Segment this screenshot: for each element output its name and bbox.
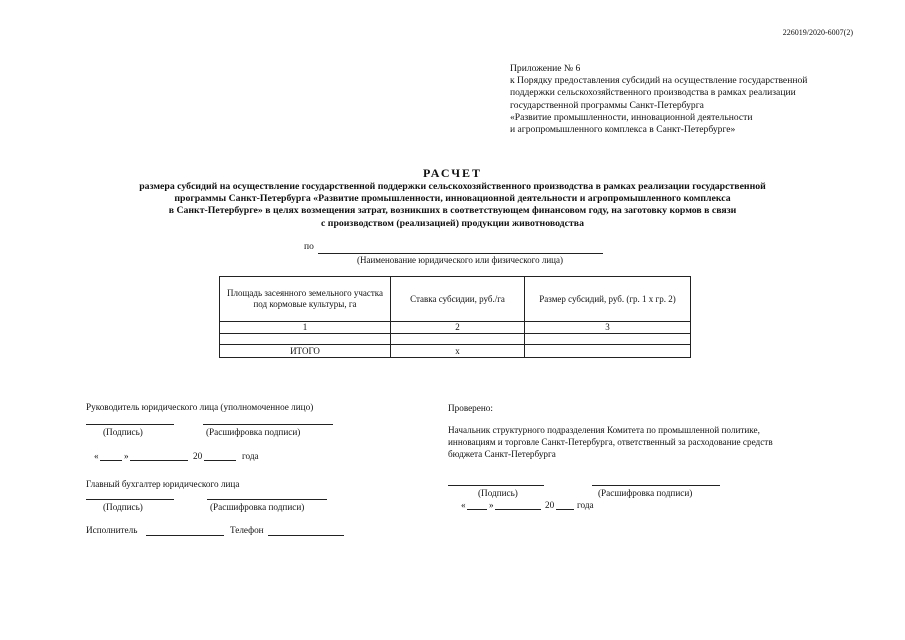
date-day-field[interactable] [467,509,487,510]
date-month-field[interactable] [495,509,541,510]
table-cell[interactable] [525,334,691,345]
subtitle-line: с производством (реализацией) продукции животноводства [321,217,584,229]
table-cell[interactable] [220,334,391,345]
signature-line[interactable] [86,424,174,425]
table-row [220,334,691,345]
table-cell[interactable] [391,334,525,345]
year-prefix: 20 [193,451,203,461]
phone-label: Телефон [230,525,264,535]
accountant-label: Главный бухгалтер юридического лица [86,479,240,489]
column-number: 3 [525,322,691,334]
date-close-quote: » [489,500,494,510]
decoding-caption: (Расшифровка подписи) [206,427,301,437]
header-rate: Ставка субсидии, руб./га [391,277,525,322]
date-month-field[interactable] [130,460,188,461]
date-close-quote: » [124,451,129,461]
signature-caption: (Подпись) [478,488,518,498]
chief-line: инновациям и торговле Санкт-Петербурга, ответственный за расходование средств [448,437,773,447]
appendix-line: поддержки сельскохозяйственного производства в рамках реализации [510,87,796,99]
calculation-table [219,276,691,358]
date-open-quote: « [94,451,99,461]
signature-caption: (Подпись) [103,427,143,437]
year-suffix: года [577,500,594,510]
subtitle-line: в Санкт-Петербурге» в целях возмещения затрат, возникших в соответствующем финансовом году, на заготовку кормов в связи [168,205,737,217]
chief-line: бюджета Санкт-Петербурга [448,449,556,459]
appendix-line: «Развитие промышленности, инновационной деятельности [510,111,753,123]
appendix-title: Приложение № 6 [510,63,581,74]
po-label: по [304,242,314,252]
appendix-line: государственной программы Санкт-Петербурга [510,99,704,111]
subtitle-line: размера субсидий на осуществление государственной поддержки сельскохозяйственного производства в рамках реализации государственной [139,181,766,192]
table-total-row [220,345,691,358]
total-amount[interactable] [525,345,691,358]
decoding-line[interactable] [592,485,720,486]
checked-label: Проверено: [448,403,493,413]
document-subtitle [60,181,845,230]
chief-line: Начальник структурного подразделения Комитета по промышленной политике, [448,425,760,435]
head-label: Руководитель юридического лица (уполномоченное лицо) [86,402,314,412]
date-year-field[interactable] [556,509,574,510]
signature-line[interactable] [448,485,544,486]
decoding-caption: (Расшифровка подписи) [210,502,305,512]
column-number: 2 [391,322,525,334]
appendix-line: к Порядку предоставления субсидий на осуществление государственной [510,75,808,87]
organization-name-caption: (Наименование юридического или физического лица) [356,255,563,265]
column-number: 1 [220,322,391,334]
decoding-caption: (Расшифровка подписи) [598,488,693,498]
year-suffix: года [242,451,259,461]
signature-caption: (Подпись) [103,502,143,512]
total-label: ИТОГО [220,345,391,358]
appendix-line: и агропромышленного комплекса в Санкт-Петербурге» [510,124,736,136]
header-amount: Размер субсидий, руб. (гр. 1 x гр. 2) [525,277,691,322]
date-day-field[interactable] [100,460,122,461]
organization-name-field[interactable] [318,253,603,254]
date-open-quote: « [461,500,466,510]
appendix-block [510,63,870,136]
table-header-row [220,277,691,322]
decoding-line[interactable] [203,424,333,425]
table-number-row [220,322,691,334]
document-id: 226019/2020-6007(2) [782,28,853,37]
date-year-field[interactable] [204,460,236,461]
signature-line[interactable] [86,499,174,500]
subtitle-line: программы Санкт-Петербурга «Развитие промышленности, инновационной деятельности и агропромышленного комплекса [174,193,731,205]
chief-block [448,424,773,460]
header-area: Площадь засеянного земельного участка под кормовые культуры, га [220,277,391,322]
executor-field[interactable] [146,535,224,536]
year-prefix: 20 [545,500,555,510]
decoding-line[interactable] [207,499,327,500]
document-title: РАСЧЕТ [422,166,483,180]
executor-label: Исполнитель [86,525,138,535]
phone-field[interactable] [268,535,344,536]
total-rate: x [391,345,525,358]
